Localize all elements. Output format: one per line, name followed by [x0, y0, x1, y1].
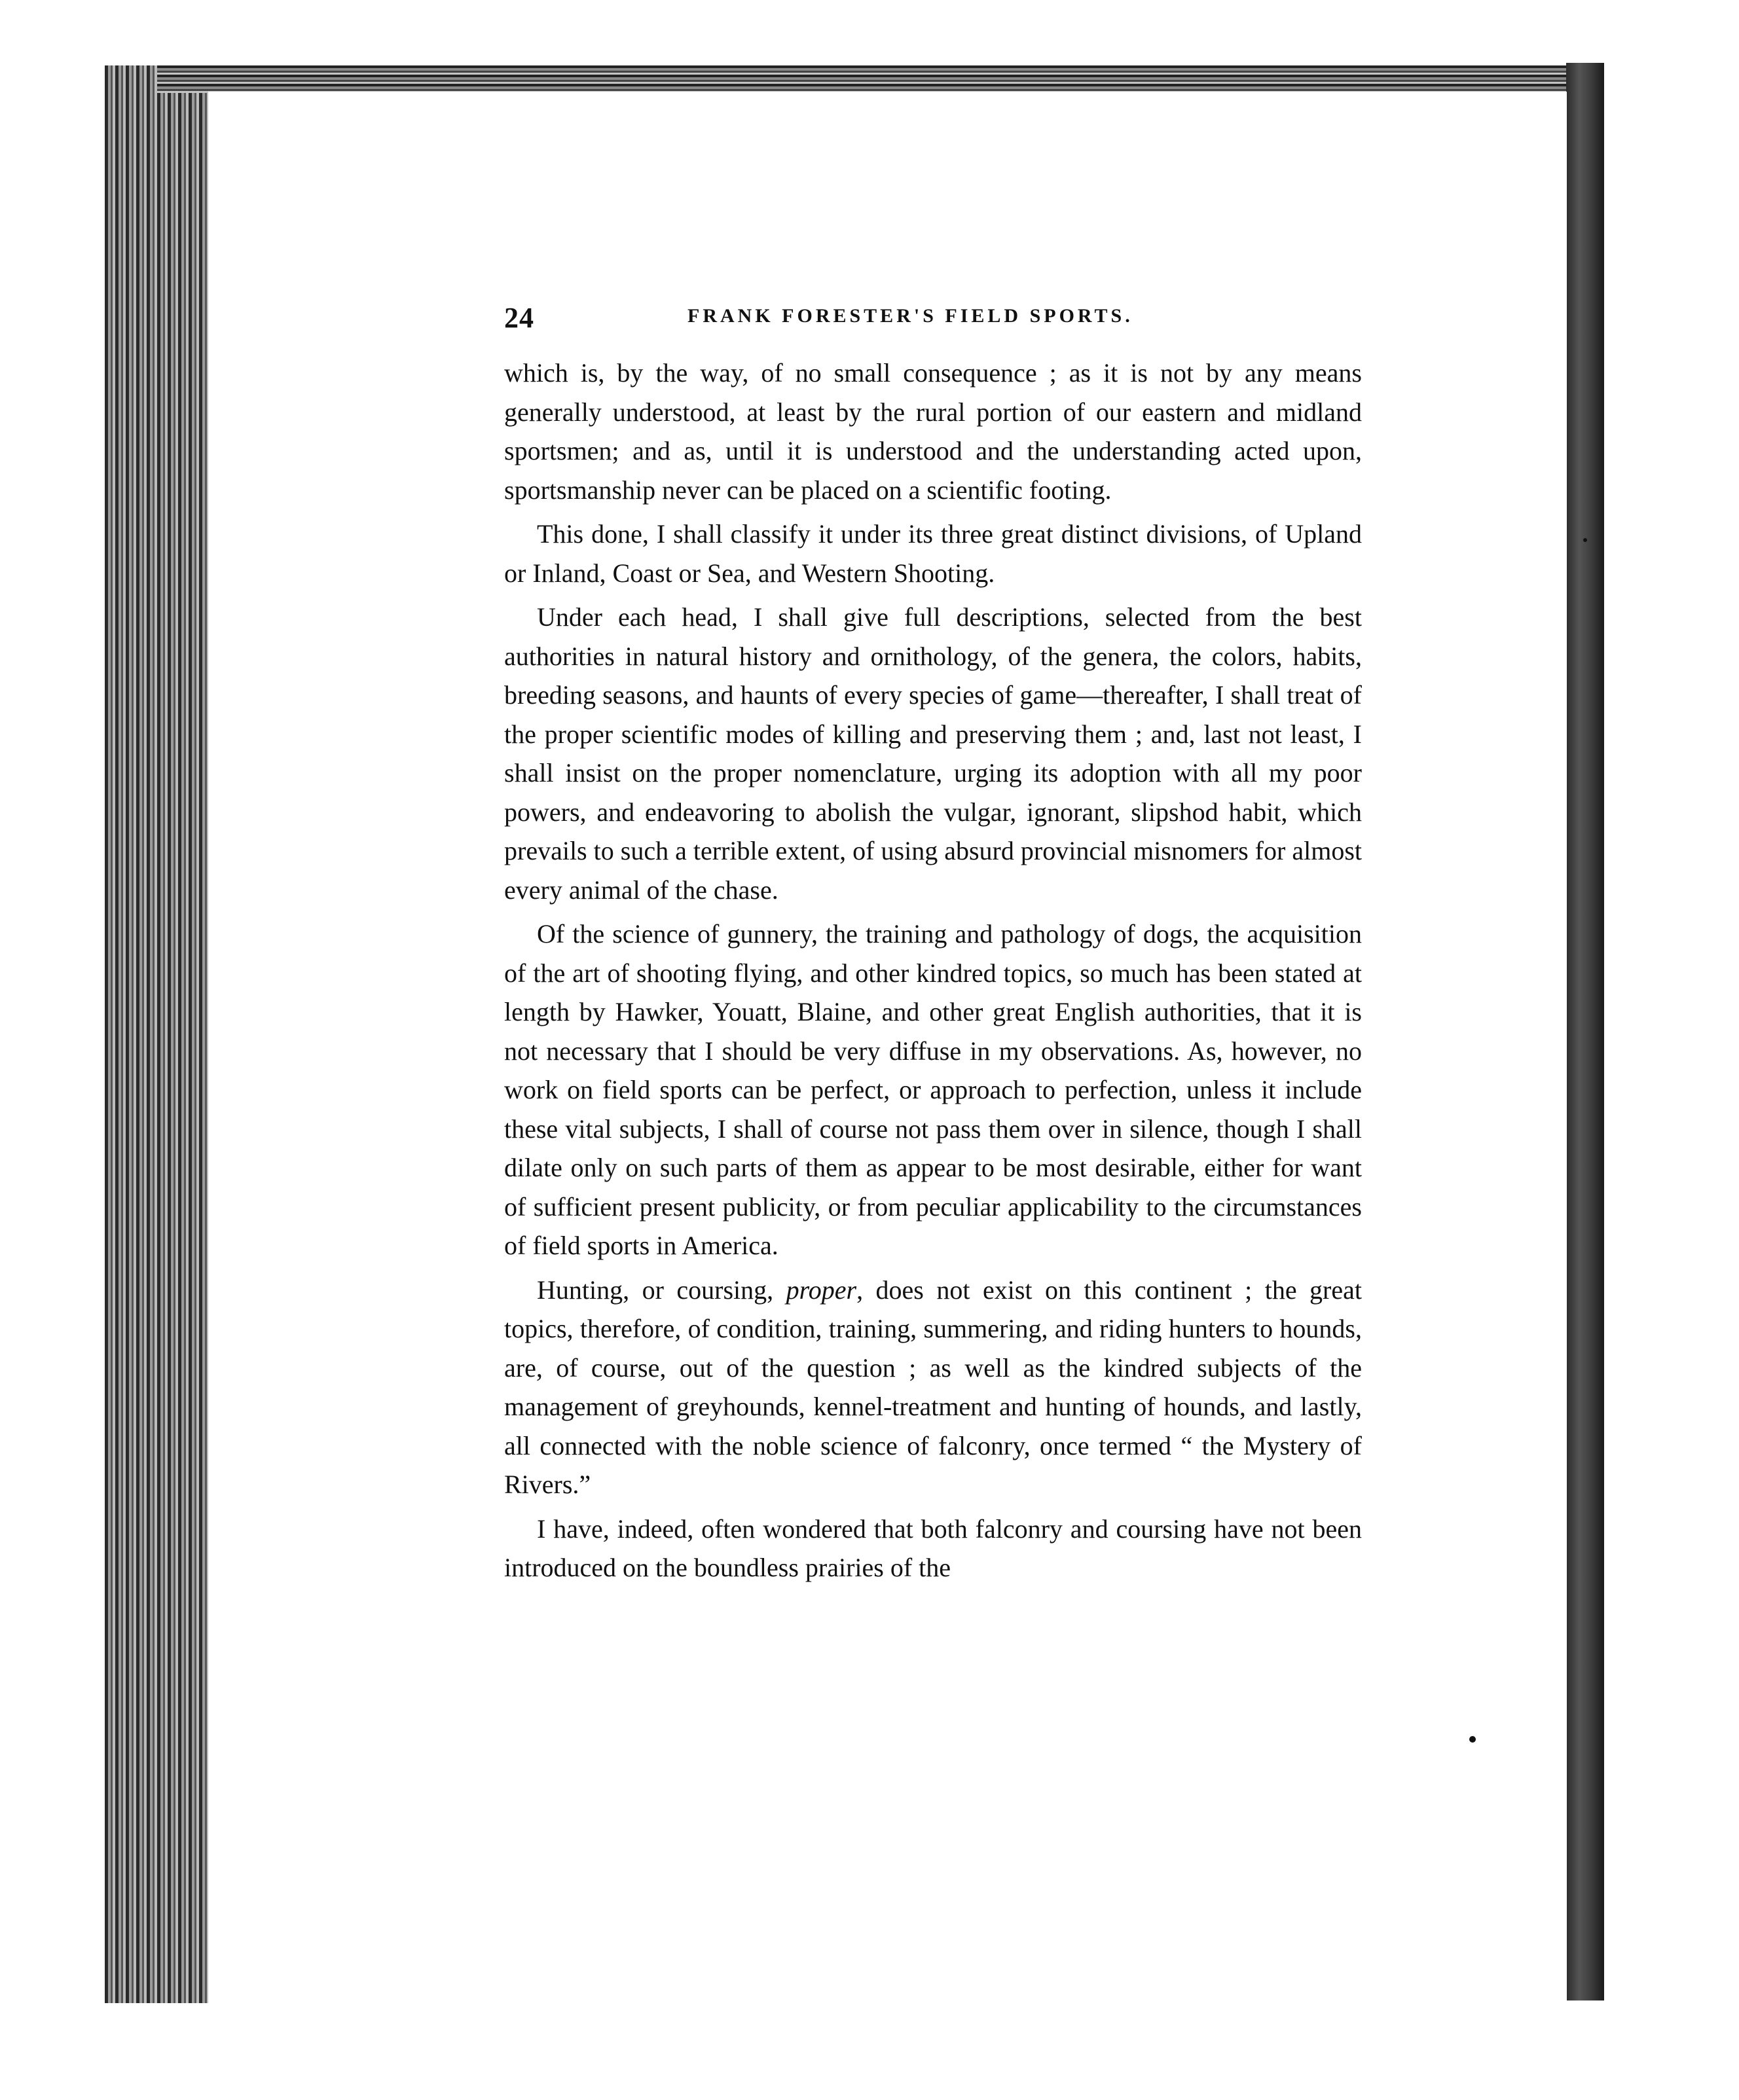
- paragraph-1: which is, by the way, of no small consequence ; as it is not by any means generally understood, at least by the rural portion of our eastern and midland sportsmen; and as, until it is understood and the understanding acted upon, sportsmanship never can be placed on a scientific footing.: [504, 358, 1362, 505]
- italic-word-proper: proper: [786, 1275, 857, 1305]
- paragraph-5-start: Hunting, or coursing,: [537, 1275, 786, 1305]
- body-text: [504, 353, 1362, 1593]
- ink-speck: [1469, 1736, 1476, 1743]
- paragraph-2: This done, I shall classify it under its three great distinct divisions, of Upland or Inland, Coast or Sea, and Western Shooting.: [504, 519, 1362, 588]
- paragraph-4: Of the science of gunnery, the training and pathology of dogs, the acquisition of the art of shooting flying, and other kindred topics, so much has been stated at length by Hawker, Youatt, Blaine, and other great English authorities, that it is not necessary that I should be very diffuse in my observations. As, however, no work on field sports can be perfect, or approach to perfection, unless it include these vital subjects, I shall of course not pass them over in silence, though I shall dilate only on such parts of them as appear to be most desirable, either for want of sufficient present publicity, or from peculiar applicability to the circumstances of field sports in America.: [504, 919, 1362, 1260]
- paragraph-5: [504, 1271, 1362, 1504]
- book-binding-edge-right: [1566, 63, 1604, 2000]
- ink-speck: [1583, 538, 1587, 542]
- running-title: FRANK FORESTER'S FIELD SPORTS.: [687, 305, 1133, 327]
- page-number: 24: [504, 302, 534, 334]
- book-page-stack-left: [105, 65, 223, 2003]
- paragraph-5-rest: , does not exist on this continent ; the great topics, therefore, of condition, training, summering, and riding hunters to hounds, are, of course, out of the question ; as well as the kindred subjects of the management of greyhounds, kennel-treatment and hunting of hounds, and lastly, all connected with the noble science of falconry, once termed “ the Mystery of Rivers.”: [504, 1275, 1362, 1499]
- paragraph-6: I have, indeed, often wondered that both falconry and coursing have not been introduced on the boundless prairies of the: [504, 1513, 1362, 1582]
- paragraph-3: Under each head, I shall give full descriptions, selected from the best authorities in natural history and ornithology, of the genera, the colors, habits, breeding seasons, and haunts of every species of game—thereafter, I shall treat of the proper scientific modes of killing and preserving them ; and, last not least, I shall insist on the proper nomenclature, urging its adoption with all my poor powers, and endeavoring to abolish the vulgar, ignorant, slipshod habit, which prevails to such a terrible extent, of using absurd provincial misnomers for almost every animal of the chase.: [504, 602, 1362, 905]
- book-page-stack-top: [157, 65, 1571, 93]
